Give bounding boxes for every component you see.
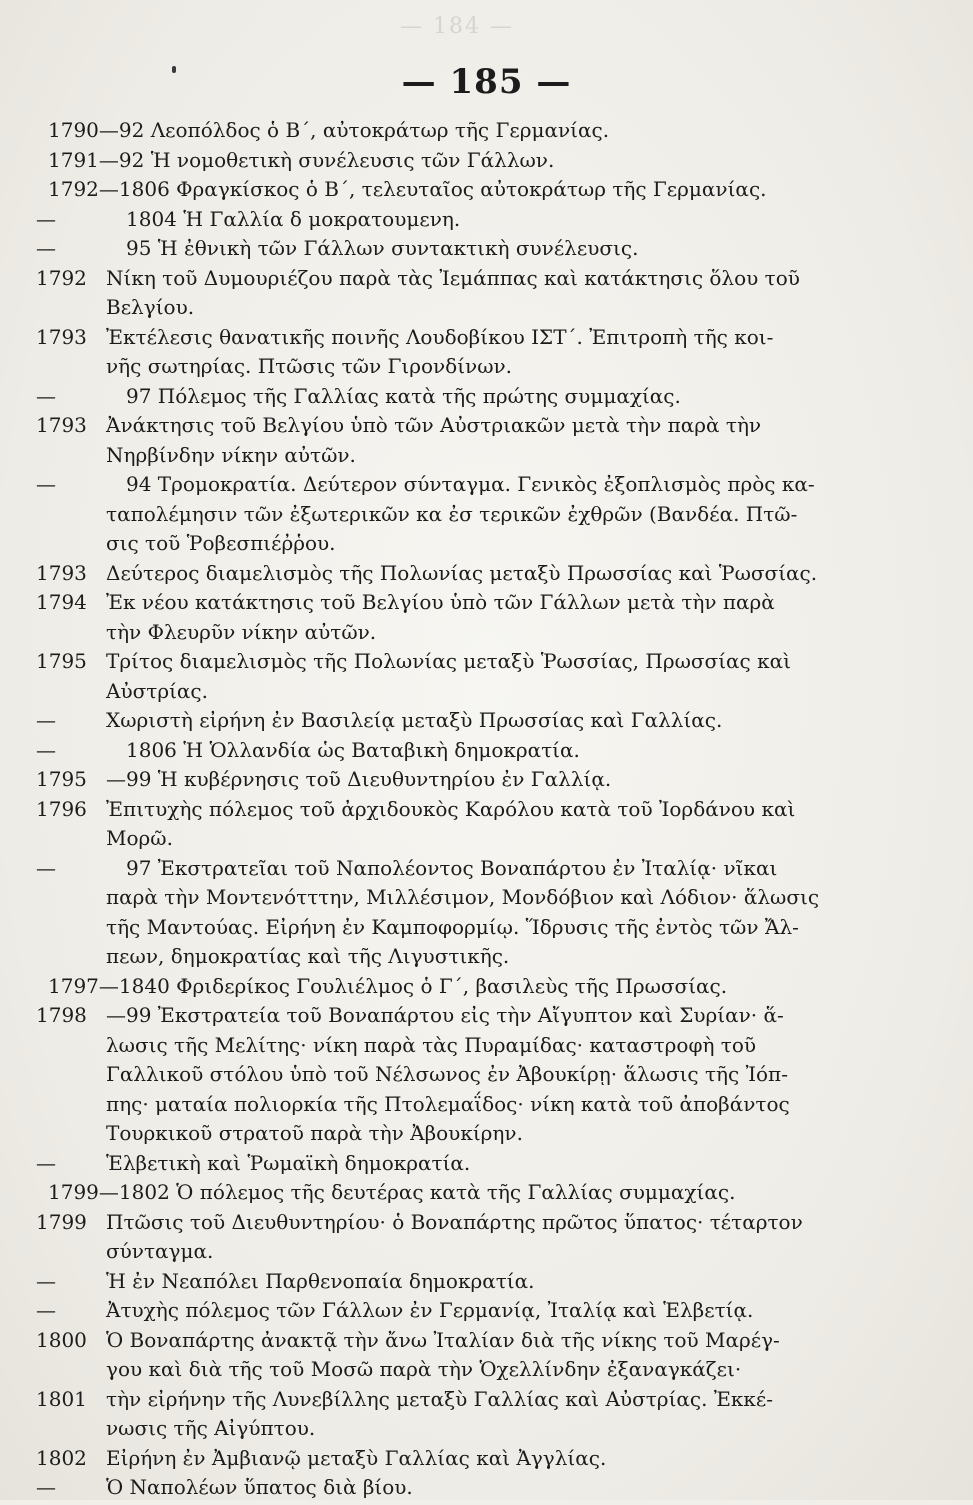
- chronology-line: [0, 590, 973, 620]
- entry-text: —99 Ἡ κυβέρνησις τοῦ Διευθυντηρίου ἐν Γαλλίᾳ.: [106, 767, 612, 791]
- chronology-line: [0, 1387, 973, 1417]
- entry-text: Γαλλικοῦ στόλου ὑπὸ τοῦ Νέλσωνος ἐν Ἀβουκίρῃ· ἅλωσις τῆς Ἰόπ-: [106, 1062, 788, 1086]
- chronology-line: [0, 649, 973, 679]
- entry-text: Ἀτυχὴς πόλεμος τῶν Γάλλων ἐν Γερμανίᾳ, Ἰταλίᾳ καὶ Ἑλβετίᾳ.: [106, 1298, 754, 1322]
- entry-text: Ἑλβετικὴ καὶ Ῥωμαϊκὴ δημοκρατία.: [106, 1150, 471, 1175]
- entry-text: Ἐκτέλεσις θανατικῆς ποινῆς Λουδοβίκου ΙΣΤ΄. Ἐπιτροπὴ τῆς κοι-: [106, 324, 774, 349]
- chronology-line: [0, 325, 973, 355]
- chronology-line: [0, 620, 973, 650]
- page-number: — 185 —: [401, 62, 572, 102]
- entry-year: 1796: [36, 796, 87, 821]
- entry-text: —99 Ἐκστρατεία τοῦ Βοναπάρτου εἰς τὴν Αἴγυπτον καὶ Συρίαν· ἅ-: [106, 1003, 784, 1027]
- entry-year: —: [36, 383, 56, 408]
- entry-text: παρὰ τὴν Μοντενότττην, Μιλλέσιμον, Μονδόβιον καὶ Λόδιον· ἅλωσις: [106, 885, 820, 909]
- entry-year: —: [36, 1150, 56, 1175]
- chronology-line: [0, 708, 973, 738]
- chronology-line: [0, 856, 973, 886]
- entry-year: —: [36, 1475, 56, 1499]
- entry-text: Δεύτερος διαμελισμὸς τῆς Πολωνίας μεταξὺ Πρωσσίας καὶ Ῥωσσίας.: [106, 560, 818, 585]
- chronology-line: [0, 266, 973, 296]
- entry-year: 1802: [36, 1445, 87, 1470]
- bleed-through-header: — 184 —: [400, 14, 514, 39]
- chronology-line: [0, 1298, 973, 1328]
- entry-text: 94 Τρομοκρατία. Δεύτερον σύνταγμα. Γενικὸς ἐξοπλισμὸς πρὸς κα-: [126, 472, 815, 496]
- entry-year: 1792: [36, 265, 87, 290]
- entry-year: 1795: [36, 767, 87, 791]
- entry-year: —: [36, 855, 56, 880]
- entry-text: Ἐπιτυχὴς πόλεμος τοῦ ἀρχιδουκὸς Καρόλου κατὰ τοῦ Ἰορδάνου καὶ: [106, 796, 796, 821]
- chronology-line: [0, 885, 973, 915]
- entry-year: 1799: [36, 1209, 87, 1234]
- chronology-line: [0, 1062, 973, 1092]
- entry-text: Τουρκικοῦ στρατοῦ παρὰ τὴν Ἀβουκίρην.: [106, 1121, 523, 1145]
- entry-text: Ἡ ἐν Νεαπόλει Παρθενοπαία δημοκρατία.: [106, 1268, 535, 1293]
- entry-text: 1804 Ἡ Γαλλία δ μοκρατουμενη.: [126, 206, 461, 231]
- chronology-line: [0, 797, 973, 827]
- chronology-line: [0, 118, 973, 148]
- entry-text: Αὐστρίας.: [106, 678, 208, 703]
- entry-text: 1791—92 Ἡ νομοθετικὴ συνέλευσις τῶν Γάλλων.: [48, 147, 555, 172]
- entry-text: Εἰρήνη ἐν Ἀμβιανῷ μεταξὺ Γαλλίας καὶ Ἀγγλίας.: [106, 1445, 607, 1470]
- entry-text: Ἀνάκτησις τοῦ Βελγίου ὑπὸ τῶν Αὐστριακῶν μετὰ τὴν παρὰ τὴν: [106, 413, 762, 437]
- chronology-line: [0, 1357, 973, 1387]
- chronology-line: [0, 354, 973, 384]
- chronology-line: [0, 531, 973, 561]
- chronology-line: [0, 413, 973, 443]
- chronology-line: [0, 915, 973, 945]
- entry-text: 1792—1806 Φραγκίσκος ὁ Β΄, τελευταῖος αὐτοκράτωρ τῆς Γερμανίας.: [48, 177, 767, 201]
- chronology-line: [0, 443, 973, 473]
- entry-text: λωσις τῆς Μελίτης· νίκη παρὰ τὰς Πυραμίδας· καταστροφὴ τοῦ: [106, 1032, 757, 1057]
- entry-text: τὴν Φλευρῦν νίκην αὐτῶν.: [106, 619, 377, 644]
- entry-text: Χωριστὴ εἰρήνη ἐν Βασιλείᾳ μεταξὺ Πρωσσίας καὶ Γαλλίας.: [106, 708, 723, 732]
- entry-text: Ἐκ νέου κατάκτησις τοῦ Βελγίου ὑπὸ τῶν Γάλλων μετὰ τὴν παρὰ: [106, 590, 775, 614]
- entry-year: —: [36, 472, 56, 496]
- chronology-line: [0, 236, 973, 266]
- entry-year: 1800: [36, 1327, 87, 1352]
- entry-year: 1793: [36, 324, 87, 349]
- entry-year: —: [36, 737, 56, 762]
- entry-text: Τρίτος διαμελισμὸς τῆς Πολωνίας μεταξὺ Ῥωσσίας, Πρωσσίας καὶ: [106, 649, 791, 673]
- chronology-line: [0, 767, 973, 797]
- entry-year: 1793: [36, 413, 87, 437]
- chronology-line: [0, 472, 973, 502]
- entry-text: νῆς σωτηρίας. Πτῶσις τῶν Γιρονδίνων.: [106, 354, 513, 378]
- chronology-line: [0, 1092, 973, 1122]
- chronology-line: [0, 826, 973, 856]
- entry-text: 1797—1840 Φριδερίκος Γουλιέλμος ὁ Γ΄, βασιλεὺς τῆς Πρωσσίας.: [48, 973, 728, 998]
- entry-year: 1798: [36, 1003, 87, 1027]
- chronology-line: [0, 1239, 973, 1269]
- entry-text: 97 Πόλεμος τῆς Γαλλίας κατὰ τῆς πρώτης συμμαχίας.: [126, 383, 681, 408]
- entry-text: Ὁ Ναπολέων ὕπατος διὰ βίου.: [106, 1475, 413, 1499]
- entry-text: πης· ματαία πολιορκία τῆς Πτολεμαΐδος· νίκη κατὰ τοῦ ἀποβάντος: [106, 1091, 790, 1116]
- entry-text: γου καὶ διὰ τῆς τοῦ Μοσῶ παρὰ τὴν Ὁχελλίνδην ἐξαναγκάζει·: [106, 1357, 742, 1381]
- chronology-line: [0, 1475, 973, 1505]
- chronology-line: [0, 148, 973, 178]
- chronology-line: [0, 679, 973, 709]
- entry-text: Βελγίου.: [106, 295, 195, 319]
- entry-year: 1795: [36, 649, 87, 673]
- chronology-line: [0, 1269, 973, 1299]
- chronology-line: [0, 1180, 973, 1210]
- entry-text: 1806 Ἡ Ὁλλανδία ὡς Βαταβικὴ δημοκρατία.: [126, 737, 580, 762]
- chronology-line: [0, 384, 973, 414]
- chronology-line: [0, 1416, 973, 1446]
- entry-year: 1794: [36, 590, 87, 614]
- entry-year: —: [36, 236, 56, 260]
- entry-text: 97 Ἐκστρατεῖαι τοῦ Ναπολέοντος Βοναπάρτου ἐν Ἰταλίᾳ· νῖκαι: [126, 855, 778, 880]
- chronology-line: [0, 944, 973, 974]
- entry-text: νωσις τῆς Αἰγύπτου.: [106, 1416, 316, 1440]
- entry-text: Μορῶ.: [106, 826, 173, 850]
- chronology-line: [0, 1210, 973, 1240]
- entry-text: πεων, δημοκρατίας καὶ τῆς Λιγυστικῆς.: [106, 944, 510, 968]
- chronology-line: [0, 295, 973, 325]
- chronology-line: [0, 1033, 973, 1063]
- entry-year: —: [36, 1268, 56, 1293]
- entry-text: τῆς Μαντούας. Εἰρήνη ἐν Καμποφορμίῳ. Ἵδρυσις τῆς ἐντὸς τῶν Ἄλ-: [106, 914, 799, 939]
- entry-year: —: [36, 206, 56, 231]
- chronology-line: [0, 738, 973, 768]
- entry-text: 1799—1802 Ὁ πόλεμος τῆς δευτέρας κατὰ τῆς Γαλλίας συμμαχίας.: [48, 1180, 736, 1204]
- entry-text: Νηρβίνδην νίκην αὐτῶν.: [106, 442, 356, 467]
- chronology-line: [0, 177, 973, 207]
- chronology-line: [0, 1121, 973, 1151]
- entry-text: Νίκη τοῦ Δυμουριέζου παρὰ τὰς Ἰεμάππας καὶ κατάκτησις ὅλου τοῦ: [106, 265, 800, 290]
- entry-text: σύνταγμα.: [106, 1239, 214, 1263]
- entry-text: 95 Ἡ ἐθνικὴ τῶν Γάλλων συντακτικὴ συνέλευσις.: [126, 236, 639, 260]
- chronology-line: [0, 561, 973, 591]
- entry-year: —: [36, 708, 56, 732]
- entry-text: Πτῶσις τοῦ Διευθυντηρίου· ὁ Βοναπάρτης πρῶτος ὕπατος· τέταρτον: [106, 1209, 803, 1234]
- entry-text: Ὁ Βοναπάρτης ἀνακτᾷ τὴν ἄνω Ἰταλίαν διὰ τῆς νίκης τοῦ Μαρέγ-: [106, 1327, 780, 1352]
- chronology-line: [0, 974, 973, 1004]
- chronology-line: [0, 1328, 973, 1358]
- entry-text: τὴν εἰρήνην τῆς Λυνεβίλλης μεταξὺ Γαλλίας καὶ Αὐστρίας. Ἐκκέ-: [106, 1386, 774, 1411]
- entry-text: 1790—92 Λεοπόλδος ὁ Β΄, αὐτοκράτωρ τῆς Γερμανίας.: [48, 118, 610, 142]
- chronology-line: [0, 1003, 973, 1033]
- chronology-line: [0, 1151, 973, 1181]
- chronology-line: [0, 1446, 973, 1476]
- entry-year: 1793: [36, 560, 87, 585]
- entry-year: —: [36, 1298, 56, 1322]
- chronology-line: [0, 502, 973, 532]
- entry-text: σις τοῦ Ῥοβεσπιέῤῥου.: [106, 531, 336, 555]
- entry-text: ταπολέμησιν τῶν ἐξωτερικῶν κα ἐσ τερικῶν ἐχθρῶν (Βανδέα. Πτῶ-: [106, 501, 798, 526]
- chronology-line: [0, 207, 973, 237]
- entry-year: 1801: [36, 1386, 87, 1411]
